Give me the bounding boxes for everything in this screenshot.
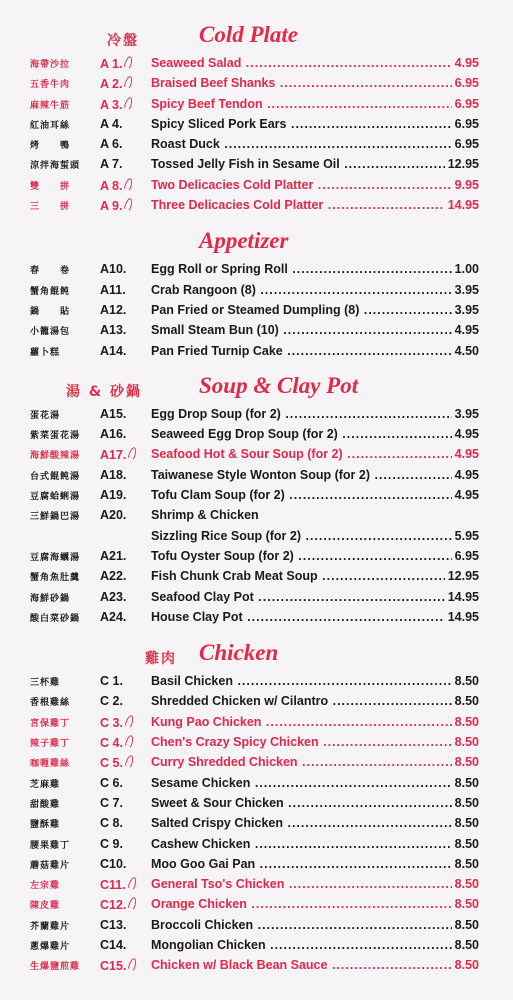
item-code-text: A20. xyxy=(100,508,127,523)
item-code xyxy=(100,610,150,624)
section-title-chinese: 湯 & 砂鍋 xyxy=(66,383,142,400)
item-price: 8.50 xyxy=(452,816,479,830)
item-code xyxy=(100,97,150,112)
item-name xyxy=(151,837,479,851)
item-price: 4.95 xyxy=(452,323,479,337)
item-name xyxy=(151,323,479,337)
menu-item xyxy=(0,425,513,445)
item-price: 14.95 xyxy=(445,198,479,212)
item-name xyxy=(151,97,479,111)
item-code xyxy=(100,117,150,131)
item-chinese-name: 三 拼 xyxy=(30,202,71,213)
item-name xyxy=(151,157,479,171)
item-price: 8.50 xyxy=(452,857,479,871)
item-code-text: A10. xyxy=(100,262,127,277)
item-price: 4.95 xyxy=(452,427,479,441)
chili-pepper-icon xyxy=(124,197,135,212)
item-code-text: A 6. xyxy=(100,137,123,152)
menu-item xyxy=(0,466,513,486)
item-chinese-name: 左宗雞 xyxy=(30,881,61,892)
item-name-text: Chen's Crazy Spicy Chicken xyxy=(151,735,319,750)
item-code-text: A 2. xyxy=(100,77,123,92)
item-chinese-name: 生爆鹽煎雞 xyxy=(30,962,81,973)
item-chinese-name: 海鮮酸辣湯 xyxy=(30,451,81,462)
item-price: 3.95 xyxy=(452,283,479,297)
menu-item xyxy=(0,588,513,608)
item-name xyxy=(151,549,479,563)
item-name xyxy=(151,590,479,604)
chili-pepper-icon xyxy=(124,734,135,749)
item-code-text: A19. xyxy=(100,488,127,503)
item-price: 4.95 xyxy=(452,447,479,461)
item-name-text: Seaweed Salad xyxy=(151,56,242,70)
item-chinese-name: 蘿卜糕 xyxy=(30,347,61,358)
chili-pepper-icon xyxy=(128,958,139,973)
item-price: 3.95 xyxy=(452,303,479,317)
menu-item xyxy=(0,445,513,465)
chili-pepper-icon xyxy=(128,897,139,912)
item-chinese-name: 紫菜蛋花湯 xyxy=(30,431,81,442)
item-price: 8.50 xyxy=(452,938,479,952)
menu-item xyxy=(0,74,513,94)
menu-item xyxy=(0,916,513,936)
item-code-text: A16. xyxy=(100,427,127,442)
item-name-text: Two Delicacies Cold Platter xyxy=(151,177,314,192)
item-name xyxy=(151,877,479,891)
menu-item xyxy=(0,567,513,587)
item-price: 3.95 xyxy=(452,407,479,421)
item-code xyxy=(100,877,150,892)
menu-item xyxy=(0,155,513,175)
item-chinese-name: 海鮮砂鍋 xyxy=(30,593,71,604)
chili-pepper-icon xyxy=(124,96,135,111)
item-chinese-name: 鹽酥雞 xyxy=(30,820,61,831)
section-title: Chicken xyxy=(199,640,279,666)
item-code-text: A 9. xyxy=(100,199,123,214)
item-price: 6.95 xyxy=(452,117,479,131)
item-name-text: House Clay Pot xyxy=(151,609,243,624)
item-price: 14.95 xyxy=(445,590,479,604)
menu-item xyxy=(0,753,513,773)
item-name-text: Chicken w/ Black Bean Sauce xyxy=(151,958,328,973)
item-name-text: Seafood Clay Pot xyxy=(151,589,254,604)
menu-item xyxy=(0,301,513,321)
item-chinese-name: 春 卷 xyxy=(30,266,71,277)
menu-item xyxy=(0,196,513,216)
item-chinese-name: 豆腐蛤蜊湯 xyxy=(30,492,81,503)
item-code xyxy=(100,262,150,276)
item-code xyxy=(100,857,150,871)
item-chinese-name: 麻辣牛筋 xyxy=(30,100,71,111)
item-chinese-name: 烤 鴨 xyxy=(30,141,71,152)
item-code-text: A18. xyxy=(100,467,127,482)
item-price: 4.50 xyxy=(452,344,479,358)
item-name-text: Sizzling Rice Soup (for 2) xyxy=(151,528,302,543)
item-code xyxy=(100,816,150,830)
item-name-text: Egg Drop Soup (for 2) xyxy=(151,406,281,421)
item-name-text: Pan Fried Turnip Cake xyxy=(151,343,283,358)
section-title: Soup & Clay Pot xyxy=(199,372,359,398)
item-name xyxy=(151,407,479,421)
item-chinese-name: 咖喱雞絲 xyxy=(30,759,71,770)
item-code-text: A 8. xyxy=(100,178,123,193)
item-code xyxy=(100,323,150,337)
item-code-text: A14. xyxy=(100,343,127,358)
item-code-text: C15. xyxy=(100,959,127,974)
item-name xyxy=(151,735,479,749)
item-code xyxy=(100,776,150,790)
item-name xyxy=(151,303,479,317)
item-price: 8.50 xyxy=(452,735,479,749)
item-code-text: C 6. xyxy=(100,775,123,790)
item-code xyxy=(100,837,150,851)
item-name xyxy=(151,529,479,543)
item-name xyxy=(151,117,479,131)
item-code xyxy=(100,796,150,810)
item-name xyxy=(151,918,479,932)
item-price: 6.95 xyxy=(452,97,479,111)
item-name-text: Cashew Chicken xyxy=(151,836,251,851)
item-name xyxy=(151,468,479,482)
item-name xyxy=(151,776,479,790)
item-code xyxy=(100,508,150,522)
section-header xyxy=(0,371,513,405)
item-name xyxy=(151,755,479,769)
menu-item xyxy=(0,260,513,280)
menu-item xyxy=(0,527,513,547)
item-code xyxy=(100,958,150,973)
item-code-text: C 9. xyxy=(100,836,123,851)
item-chinese-name: 小籠湯包 xyxy=(30,327,71,338)
section-title: Appetizer xyxy=(199,228,289,254)
item-price: 8.50 xyxy=(452,837,479,851)
menu-item xyxy=(0,608,513,628)
item-chinese-name: 海帶沙拉 xyxy=(30,60,71,70)
menu-item xyxy=(0,936,513,956)
item-chinese-name: 甜酸雞 xyxy=(30,799,61,810)
item-code-text: A22. xyxy=(100,569,127,584)
item-code-text: A 7. xyxy=(100,157,123,172)
item-chinese-name: 蟹角魚肚羹 xyxy=(30,573,81,584)
item-price: 8.50 xyxy=(452,796,479,810)
item-name-text: Small Steam Bun (10) xyxy=(151,323,279,338)
section-title-chinese: 冷盤 xyxy=(107,33,139,49)
item-name-text: Shredded Chicken w/ Cilantro xyxy=(151,694,329,709)
item-price: 8.50 xyxy=(452,755,479,769)
item-chinese-name: 腰果雞丁 xyxy=(30,840,71,851)
menu-item xyxy=(0,54,513,74)
item-code-text: C 1. xyxy=(100,674,123,689)
item-name xyxy=(151,674,479,688)
item-name xyxy=(151,447,479,461)
item-name xyxy=(151,715,479,729)
item-name-text: Three Delicacies Cold Platter xyxy=(151,198,324,213)
chili-pepper-icon xyxy=(124,714,135,729)
chili-pepper-icon xyxy=(124,755,135,770)
item-price: 8.50 xyxy=(452,694,479,708)
menu-item xyxy=(0,281,513,301)
item-code xyxy=(100,938,150,952)
item-code xyxy=(100,549,150,563)
item-name xyxy=(151,198,479,212)
item-chinese-name: 鍋 貼 xyxy=(30,306,71,317)
item-price: 8.50 xyxy=(452,958,479,972)
item-name-text: Moo Goo Gai Pan xyxy=(151,856,256,871)
item-name xyxy=(151,56,479,70)
item-code-text: A11. xyxy=(100,282,126,297)
item-name-text: Crab Rangoon (8) xyxy=(151,282,256,297)
item-price: 8.50 xyxy=(452,715,479,729)
item-code-text: A12. xyxy=(100,302,127,317)
item-chinese-name: 三杯雞 xyxy=(30,678,61,689)
section-title: Cold Plate xyxy=(199,22,299,47)
item-chinese-name: 陳皮雞 xyxy=(30,901,61,912)
menu-item xyxy=(0,774,513,794)
item-price: 8.50 xyxy=(452,918,479,932)
item-name-text: Egg Roll or Spring Roll xyxy=(151,262,288,277)
menu-item xyxy=(0,176,513,196)
item-chinese-name: 蘑菇雞片 xyxy=(30,860,71,871)
item-name xyxy=(151,796,479,810)
item-code-text: A 4. xyxy=(100,116,123,131)
item-chinese-name: 五香牛肉 xyxy=(30,80,71,91)
item-code-text: C12. xyxy=(100,898,127,913)
item-name-text: Taiwanese Style Wonton Soup (for 2) xyxy=(151,467,371,482)
item-code-text: C 5. xyxy=(100,756,123,771)
item-code-text: A13. xyxy=(100,323,127,338)
item-name-text: Sweet & Sour Chicken xyxy=(151,795,284,810)
item-code xyxy=(100,715,150,730)
item-chinese-name: 芝麻雞 xyxy=(30,779,61,790)
item-name xyxy=(151,816,479,830)
item-chinese-name: 蔥爆雞片 xyxy=(30,941,71,952)
item-name xyxy=(151,427,479,441)
item-price: 4.95 xyxy=(452,56,479,70)
item-name-text: General Tso's Chicken xyxy=(151,877,285,892)
menu-item xyxy=(0,405,513,425)
item-name xyxy=(151,610,479,624)
item-price: 4.95 xyxy=(452,488,479,502)
menu-item xyxy=(0,95,513,115)
item-code xyxy=(100,468,150,482)
item-chinese-name: 酸白菜砂鍋 xyxy=(30,613,81,624)
item-name-text: Spicy Beef Tendon xyxy=(151,96,263,111)
item-code xyxy=(100,157,150,171)
menu-item xyxy=(0,956,513,976)
item-chinese-name: 台式餛飩湯 xyxy=(30,471,81,482)
menu-section xyxy=(0,638,513,976)
item-code xyxy=(100,755,150,770)
item-name xyxy=(151,938,479,952)
item-chinese-name: 涼拌海蜇頭 xyxy=(30,161,81,172)
item-code-text: A23. xyxy=(100,589,127,604)
menu-item xyxy=(0,713,513,733)
item-code xyxy=(100,178,150,193)
item-name xyxy=(151,262,479,276)
item-code xyxy=(100,56,150,71)
item-name xyxy=(151,178,479,192)
item-chinese-name: 宮保雞丁 xyxy=(30,718,71,729)
item-code-text: C 2. xyxy=(100,694,123,709)
item-price: 8.50 xyxy=(452,674,479,688)
menu-item xyxy=(0,875,513,895)
item-name xyxy=(151,958,479,972)
item-code xyxy=(100,590,150,604)
menu-item xyxy=(0,115,513,135)
menu-section xyxy=(0,371,513,628)
item-name-text: Mongolian Chicken xyxy=(151,937,266,952)
section-title-chinese: 雞肉 xyxy=(145,651,177,668)
item-name-text: Tofu Clam Soup (for 2) xyxy=(151,488,285,503)
item-code xyxy=(100,303,150,317)
menu-item xyxy=(0,672,513,692)
item-name-text: Salted Crispy Chicken xyxy=(151,816,283,831)
item-chinese-name: 蛋花湯 xyxy=(30,410,61,421)
chili-pepper-icon xyxy=(128,447,139,462)
item-code-text: A24. xyxy=(100,609,127,624)
item-chinese-name: 雙 拼 xyxy=(30,181,71,192)
item-chinese-name: 紅油耳絲 xyxy=(30,120,71,131)
item-name-text: Basil Chicken xyxy=(151,674,233,689)
item-code xyxy=(100,918,150,932)
item-chinese-name: 蟹角餛飩 xyxy=(30,286,71,297)
item-code-text: C13. xyxy=(100,917,127,932)
item-price: 4.95 xyxy=(452,468,479,482)
item-price: 6.95 xyxy=(452,549,479,563)
item-price: 12.95 xyxy=(445,569,479,583)
item-name-text: Kung Pao Chicken xyxy=(151,714,262,729)
item-code xyxy=(100,897,150,912)
item-chinese-name: 豆腐海蠣湯 xyxy=(30,552,81,563)
menu-item xyxy=(0,814,513,834)
item-name-text: Fish Chunk Crab Meat Soup xyxy=(151,569,318,584)
item-price: 9.95 xyxy=(452,178,479,192)
item-name xyxy=(151,137,479,151)
item-chinese-name: 三鮮鍋巴湯 xyxy=(30,512,81,523)
menu-item xyxy=(0,794,513,814)
chili-pepper-icon xyxy=(124,177,135,192)
item-name-text: Braised Beef Shanks xyxy=(151,76,276,91)
item-name xyxy=(151,897,479,911)
item-name-text: Roast Duck xyxy=(151,137,220,152)
item-name xyxy=(151,569,479,583)
item-name xyxy=(151,857,479,871)
item-name-text: Orange Chicken xyxy=(151,897,247,912)
item-name xyxy=(151,283,479,297)
item-name-text: Seafood Hot & Sour Soup (for 2) xyxy=(151,447,343,462)
item-name-text: Broccoli Chicken xyxy=(151,917,254,932)
menu-item xyxy=(0,895,513,915)
item-name-text: Seaweed Egg Drop Soup (for 2) xyxy=(151,427,338,442)
item-name xyxy=(151,344,479,358)
chili-pepper-icon xyxy=(124,55,135,70)
item-code xyxy=(100,137,150,151)
item-code xyxy=(100,447,150,462)
item-code-text: A21. xyxy=(100,548,127,563)
menu-item xyxy=(0,135,513,155)
item-price: 6.95 xyxy=(452,76,479,90)
item-code-text: C 8. xyxy=(100,816,123,831)
item-price: 8.50 xyxy=(452,897,479,911)
item-price: 6.95 xyxy=(452,137,479,151)
item-code xyxy=(100,569,150,583)
item-code-text: C14. xyxy=(100,937,127,952)
item-code xyxy=(100,427,150,441)
item-code xyxy=(100,76,150,91)
item-code-text: C11. xyxy=(100,878,126,893)
item-price: 8.50 xyxy=(452,877,479,891)
item-name xyxy=(151,508,479,522)
item-code-text: C 7. xyxy=(100,795,123,810)
item-price: 1.00 xyxy=(452,262,479,276)
menu-item xyxy=(0,506,513,526)
menu-section xyxy=(0,226,513,361)
menu-list xyxy=(0,20,513,977)
item-code-text: A17. xyxy=(100,448,127,463)
item-name-text: Tofu Oyster Soup (for 2) xyxy=(151,548,294,563)
item-price: 12.95 xyxy=(445,157,479,171)
item-code-text: C10. xyxy=(100,856,127,871)
item-code xyxy=(100,735,150,750)
item-code-text: A15. xyxy=(100,406,127,421)
item-name xyxy=(151,76,479,90)
item-name xyxy=(151,488,479,502)
section-header xyxy=(0,226,513,260)
menu-item xyxy=(0,342,513,362)
item-code xyxy=(100,488,150,502)
item-chinese-name: 芥蘭雞片 xyxy=(30,921,71,932)
section-header xyxy=(0,638,513,672)
item-price: 8.50 xyxy=(452,776,479,790)
item-code xyxy=(100,283,150,297)
item-code xyxy=(100,674,150,688)
menu-section xyxy=(0,20,513,216)
item-code-text: A 3. xyxy=(100,97,123,112)
item-name-text: Curry Shredded Chicken xyxy=(151,755,298,770)
item-name-text: Shrimp & Chicken xyxy=(151,508,259,523)
menu-item xyxy=(0,547,513,567)
menu-item xyxy=(0,321,513,341)
item-code xyxy=(100,694,150,708)
section-header xyxy=(0,20,513,54)
item-name-text: Tossed Jelly Fish in Sesame Oil xyxy=(151,157,340,172)
chili-pepper-icon xyxy=(124,76,135,91)
menu-item xyxy=(0,486,513,506)
menu-item xyxy=(0,733,513,753)
item-price: 14.95 xyxy=(445,610,479,624)
item-chinese-name: 辣子雞丁 xyxy=(30,739,71,750)
item-code-text: C 3. xyxy=(100,715,123,730)
chili-pepper-icon xyxy=(127,876,138,891)
item-name-text: Spicy Sliced Pork Ears xyxy=(151,116,287,131)
item-code xyxy=(100,407,150,421)
item-code xyxy=(100,344,150,358)
item-name-text: Sesame Chicken xyxy=(151,775,251,790)
item-code-text: C 4. xyxy=(100,736,123,751)
menu-item xyxy=(0,855,513,875)
menu-item xyxy=(0,835,513,855)
item-name-text: Pan Fried or Steamed Dumpling (8) xyxy=(151,302,360,317)
menu-item xyxy=(0,692,513,712)
item-chinese-name: 香根雞絲 xyxy=(30,698,71,709)
item-code-text: A 1. xyxy=(100,57,123,71)
item-price: 5.95 xyxy=(452,529,479,543)
item-name xyxy=(151,694,479,708)
item-code xyxy=(100,198,150,213)
